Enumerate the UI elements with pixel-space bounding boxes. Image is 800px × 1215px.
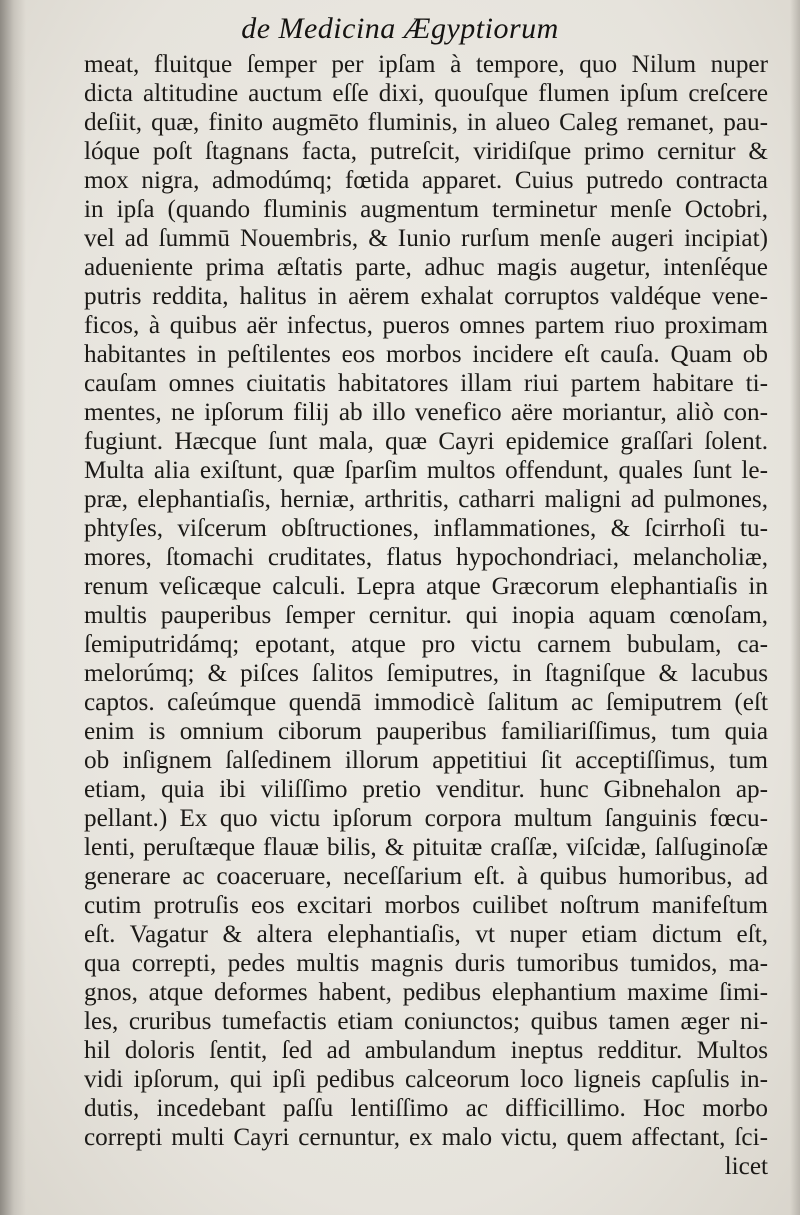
text-line: cutim protruſis eos excitari morbos cuilibet noſtrum manifeſtum	[84, 892, 768, 919]
text-line: deſiit, quæ, finito augmēto fluminis, in alueo Caleg remanet, pau-	[84, 109, 768, 136]
text-line: in ipſa (quando fluminis augmentum terminetur menſe Octobri,	[84, 196, 768, 223]
text-line: vel ad ſummū Nouembris, & Iunio rurſum menſe augeri incipiat)	[84, 225, 768, 252]
text-line: melorúmq; & piſces ſalitos ſemiputres, in ſtagniſque & lacubus	[84, 660, 768, 687]
text-line: captos. caſeúmque quendā immodicè ſalitum ac ſemiputrem (eſt	[84, 689, 768, 716]
text-line: adueniente prima æſtatis parte, adhuc magis augetur, intenſéque	[84, 254, 768, 281]
text-line: lenti, peruſtæque flauæ bilis, & pituitæ craſſæ, viſcidæ, ſalſuginoſæ	[84, 834, 768, 861]
text-line: les, cruribus tumefactis etiam coniunctos; quibus tamen æger ni-	[84, 1008, 768, 1035]
text-line: eſt. Vagatur & altera elephantiaſis, vt nuper etiam dictum eſt,	[84, 921, 768, 948]
text-line: dutis, incedebant paſſu lentiſſimo ac difficillimo. Hoc morbo	[84, 1095, 768, 1122]
text-line: multis pauperibus ſemper cernitur. qui inopia aquam cœnoſam,	[84, 602, 768, 629]
text-line: etiam, quia ibi viliſſimo pretio venditur. hunc Gibnehalon ap-	[84, 776, 768, 803]
body-text	[84, 50, 768, 1181]
text-line: generare ac coaceruare, neceſſarium eſt. à quibus humoribus, ad	[84, 863, 768, 890]
text-line: renum veſicæque calculi. Lepra atque Græcorum elephantiaſis in	[84, 573, 768, 600]
gutter-shadow	[0, 0, 26, 1215]
text-line: ob inſignem ſalſedinem illorum appetitiui ſit acceptiſſimus, tum	[84, 747, 768, 774]
text-line: meat, fluitque ſemper per ipſam à tempore, quo Nilum nuper	[84, 51, 768, 78]
text-line: enim is omnium ciborum pauperibus familiariſſimus, tum quia	[84, 718, 768, 745]
text-line: mores, ſtomachi cruditates, flatus hypochondriaci, melancholiæ,	[84, 544, 768, 571]
edge-shadow	[790, 0, 800, 1215]
text-line: Multa alia exiſtunt, quæ ſparſim multos offendunt, quales ſunt le-	[84, 457, 768, 484]
text-line: mentes, ne ipſorum filij ab illo venefico aëre moriantur, aliò con-	[84, 399, 768, 426]
text-line: correpti multi Cayri cernuntur, ex malo victu, quem affectant, ſci-	[84, 1124, 768, 1151]
text-line: lóque poſt ſtagnans facta, putreſcit, viridiſque primo cernitur &	[84, 138, 768, 165]
text-line: phtyſes, viſcerum obſtructiones, inflammationes, & ſcirrhoſi tu-	[84, 515, 768, 542]
text-line: ſemiputridámq; epotant, atque pro victu carnem bubulam, ca-	[84, 631, 768, 658]
text-line: putris reddita, halitus in aërem exhalat corruptos valdéque vene-	[84, 283, 768, 310]
text-line: præ, elephantiaſis, herniæ, arthritis, catharri maligni ad pulmones,	[84, 486, 768, 513]
text-line: gnos, atque deformes habent, pedibus elephantium maxime ſimi-	[84, 979, 768, 1006]
text-line: cauſam omnes ciuitatis habitatores illam riui partem habitare ti-	[84, 370, 768, 397]
text-line: qua correpti, pedes multis magnis duris tumoribus tumidos, ma-	[84, 950, 768, 977]
text-line: habitantes in peſtilentes eos morbos incidere eſt cauſa. Quam ob	[84, 341, 768, 368]
text-line: fugiunt. Hæcque ſunt mala, quæ Cayri epidemice graſſari ſolent.	[84, 428, 768, 455]
running-head: de Medicina Ægyptiorum	[241, 12, 559, 45]
catchword: licet	[724, 1153, 768, 1180]
text-line: dicta altitudine auctum eſſe dixi, quouſque flumen ipſum creſcere	[84, 80, 768, 107]
text-line: ficos, à quibus aër infectus, pueros omnes partem riuo proximam	[84, 312, 768, 339]
text-line: hil doloris ſentit, ſed ad ambulandum ineptus redditur. Multos	[84, 1037, 768, 1064]
text-line: mox nigra, admodúmq; fœtida apparet. Cuius putredo contracta	[84, 167, 768, 194]
text-line: vidi ipſorum, qui ipſi pedibus calceorum loco ligneis capſulis in-	[84, 1066, 768, 1093]
text-line: pellant.) Ex quo victu ipſorum corpora multum ſanguinis fœcu-	[84, 805, 768, 832]
